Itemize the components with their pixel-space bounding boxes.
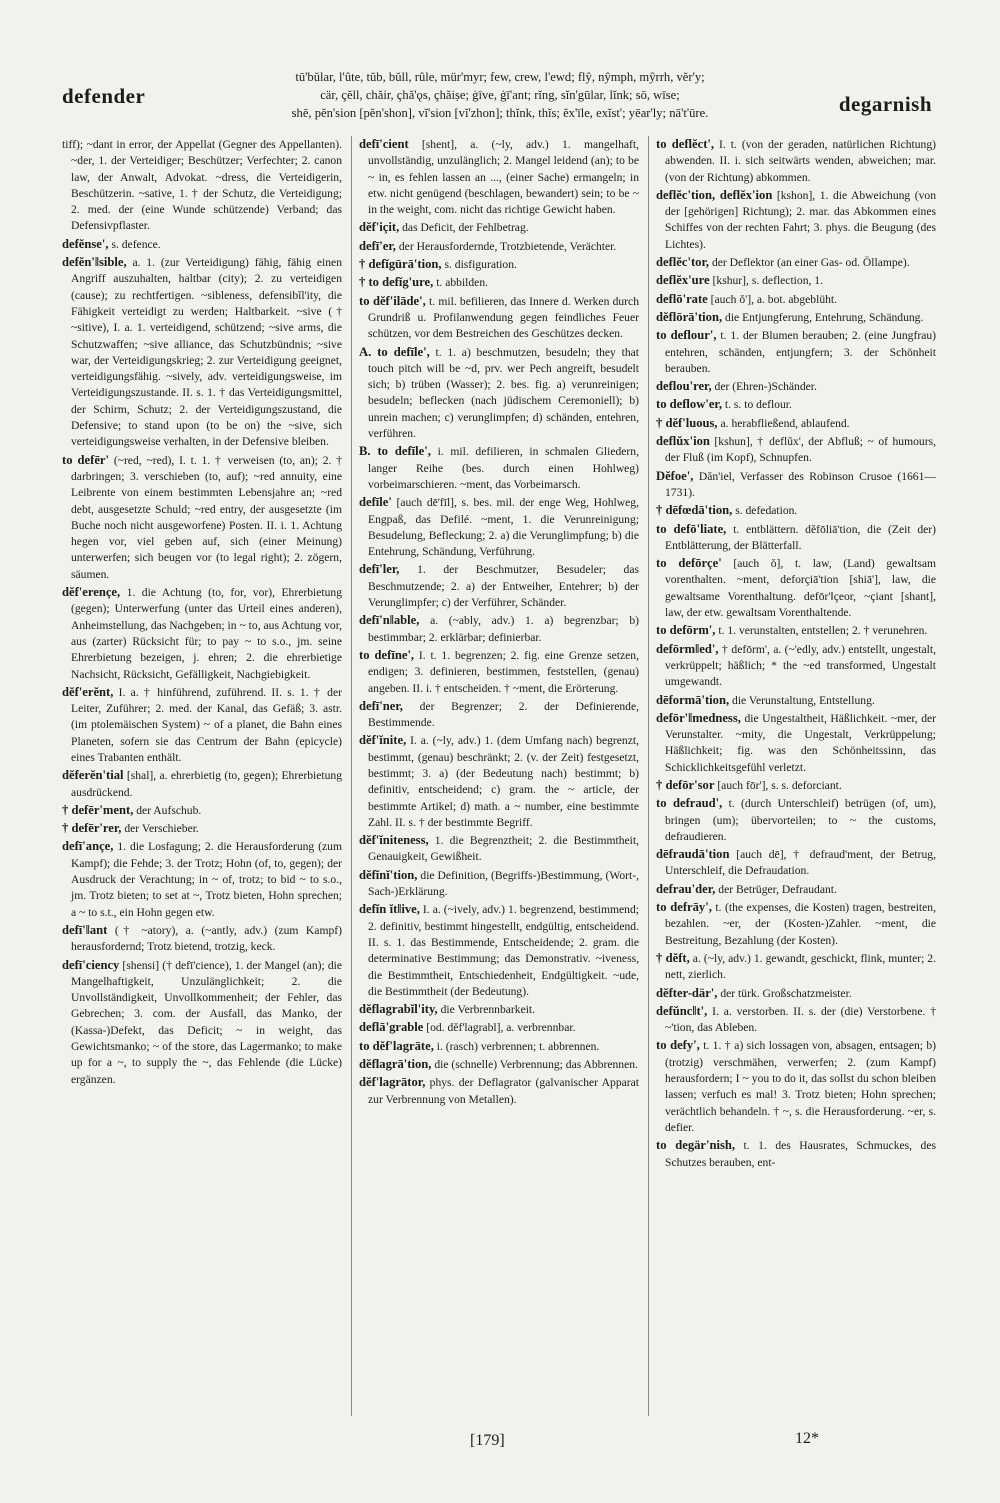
dictionary-entry [656,309,936,326]
entry-definition: [kshur], s. deflection, 1. [712,274,823,288]
entry-headword: † defēr'ment, [62,802,134,817]
entry-definition: i. mil. defilieren, in schmalen Gliedern, langer Reihe (bes. durch einen Hohlweg) vorbeimarschieren. ~ment, das Vorbeimarsch. [368,445,639,491]
entry-headword: † dĕf'luous, [656,415,718,430]
pronunciation-key-line: cär, çĕll, chăir, çhă'ǫs, çhăiṣe; ġīve, ġī'ant; rĭng, sĭn'gūlar, lĭnk; sō, wīse; [320,88,680,102]
entry-headword: B. to defīle', [359,444,431,459]
entry-headword: dēfraudā'tion [656,847,730,862]
dictionary-entry [656,555,936,621]
entry-definition: die Definition, (Begriffs-)Bestimmung, (Wort-, Sach-)Erklärung. [368,868,639,899]
entry-definition: [kshun], † deflŭx', der Abfluß; ~ of humours, der Fluß (im Kopf), Schnupfen. [665,435,936,465]
entry-definition: der Aufschub. [136,803,202,817]
entry-definition: tiff); ~dant in error, der Appellat (Gegner des Appellanten). ~der, 1. der Verteidiger; Beschützer; Verfechter; 2. canon law, der Anwalt, Advokat. ~dress, die Verteidigerin, Beschützerin. ~sative, 1. † der Schutz, die Verteidigung; 2. med. der (eine Wunde schützende) Verband; das Defensivpflaster. [62,138,342,233]
entry-definition: die (schnelle) Verbrennung; das Abbrennen. [434,1058,638,1072]
entry-headword: dĕf'lagrātor, [359,1075,426,1090]
pronunciation-key [205,68,795,122]
dictionary-entry [359,867,639,901]
entry-definition: † defōrm', a. (~'edly, adv.) entstellt, ungestalt, verkrüppelt; häßlich; * the ~ed transformed, Ungestalt umgewandt. [665,642,936,689]
entry-definition: das Deficit, der Fehlbetrag. [402,221,529,235]
dictionary-entry [359,647,639,697]
entry-headword: to dĕf'lagrāte, [359,1038,434,1053]
entry-headword: dĕf'erĕnt, [62,684,114,699]
dictionary-entry [359,561,639,611]
entry-headword: defŭnc‖t', [656,1003,708,1018]
dictionary-entry [359,443,639,493]
dictionary-entry [62,957,342,1088]
entry-headword: dĕf'erençe, [62,585,121,600]
entry-headword: deflō'rate [656,291,708,306]
entry-definition: a. 1. (zur Verteidigung) fähig, fähig einen Angriff auszuhalten, haltbar (city); 2. zu verteidigen (cause); zu rechtfertigen. ~sibleness, defensibĭl'ity, die Fähigkeit verteidigt zu werden; Haltbarkeit. ~sive († ~sitive), I. a. 1. verteidigend, schützend; ~sive arms, die Schutzwaffen; ~sive alliance, das Schutzbündnis; ~sive war, der Verteidigungskrieg; 2. zur Verteidigung geeignet, verteidigungsfähig. ~sively, adv. verteidigungsweise, im Verteidigungszustande. II. s. 1. † das Verteidigungsmittel, der Schirm, Schutz; 2. der Verteidigungszustand, die Defensive; to stand upon (to be on) the ~sive, sich verteidigungsweise verhalten, in der Defensive bleiben. [71,256,342,449]
dictionary-entry [62,820,342,837]
entry-headword: deflou'rer, [656,379,712,394]
entry-definition: der Verschieber. [124,822,199,836]
dictionary-entry [656,291,936,308]
pronunciation-key-line: tū'bŭlar, l'ûte, tŭb, bŭll, rûle, mür'myr; few, crew, l'ewd; flŷ, nŷmph, mŷrrh, vĕr'y; [295,70,705,84]
entry-definition: [auch ŏ], t. law, (Land) gewaltsam vorenthalten. ~ment, deforçiā'tion [shiā'], law, die gewaltsame Vorenthaltung. defōr'‖çeor, ~çiant [shant], law, der etw. gewaltsam Vorenthaltende. [665,557,936,620]
dictionary-entry [359,612,639,646]
entry-columns [62,136,938,1426]
dictionary-entry [656,136,936,186]
entry-definition: [od. dĕf'lagrabl], a. verbrennbar. [426,1021,576,1035]
entry-definition: († ~atory), a. (~antly, adv.) (zum Kampf) herausfordernd; Trotz bietend, trotzig, keck. [71,923,342,954]
entry-headword: defōr'‖medness, [656,710,741,725]
dictionary-entry [656,899,936,949]
entry-definition: t. entblättern. dĕfōliā'tion, die (Zeit der) Entblätterung, der Blätterfall. [665,522,936,552]
entry-definition: t. 1. † a) sich lossagen von, absagen, entsagen; b) (trotzig) verschmähen, verwerfen; 2. (zum Kampf) herausfordern; I ~ you to do it, das sollst du schon bleiben lassen; verfuch es mal! 3. Trotz bieten; Hohn sprechen; verächtlich behandeln. † ~, s. die Herausforderung. ~er, s. defier. [665,1039,936,1134]
entry-definition: I. a. (~ively, adv.) 1. begrenzend, bestimmend; 2. definitiv, bestimmt hingestellt, endgültig, entscheidend. II. s. 1. das Bestimmende, Entscheidende; 2. gram. die determinative Bestimmung; das Demonstrativ. ~iveness, die Bestimmtheit, Entschiedenheit, Endgültigkeit. ~ude, die Bestimmtheit (der Bedeutung). [368,903,639,998]
entry-definition: I. t. 1. begrenzen; 2. fig. eine Grenze setzen, endigen; 3. definieren, bestimmen, feststellen, (genau) angeben. II. i. † entscheiden. † ~ment, die Erörterung. [368,648,639,695]
entry-headword: defī'n‖able, [359,613,420,628]
dictionary-entry [359,1038,639,1055]
dictionary-entry [359,219,639,236]
dictionary-entry [656,327,936,377]
entry-headword: † defōr'sor [656,777,715,792]
entry-definition: t. 1. a) beschmutzen, besudeln; they that touch pitch will be ~d, prv. wer Pech angreift, besudelt sich; b) trüben (Wasser); 2. bes. fig. a) verunreinigen; besudeln; beflecken (nach jüdischem Ceremoniell); b) unrein machen; c) verunglimpfen; d) schänden, entehren, verführen. [368,345,639,441]
entry-definition: die Ungestaltheit, Häßlichkeit. ~mer, der Verunstalter. ~mity, die Ungestalt, Verkrüppelung; Häßlichkeit; fig. was den Schönheitssinn, das Schicklichkeitsgefühl verletzt. [665,711,936,774]
entry-headword: to defrāy', [656,900,712,915]
entry-headword: deflā'grable [359,1020,424,1035]
entry-definition: [auch dē'fīl], s. bes. mil. der enge Weg, Hohlweg, Engpaß, das Defilé. ~ment, 1. die Verunreinigung; Besudelung, Befleckung; 2. a) die Verunglimpfung; b) die Entehrung, Schändung, Verführung. [368,496,639,559]
entry-headword: defrau'der, [656,881,716,896]
entry-headword: defĕn'‖sible, [62,255,127,270]
entry-headword: dĕfter-där', [656,985,718,1000]
entry-headword: Dĕfoe', [656,468,694,483]
entry-definition: die Entjungferung, Entehrung, Schändung. [725,310,924,324]
dictionary-entry [62,452,342,583]
entry-definition: a. (~ably, adv.) 1. a) begrenzbar; b) bestimmbar; 2. erklärbar; definierbar. [368,614,639,644]
entry-definition: 1. der Beschmutzer, Besudeler; das Beschmutzende; 2. a) der Entweiher, Entehrer; b) der Verunglimpfer; c) der Verführer, Schänder. [368,563,639,610]
entry-headword: dĕf'ĭniteness, [359,833,429,848]
column-1 [62,136,342,1426]
entry-definition: die Verunstaltung, Entstellung. [732,693,875,707]
entry-headword: A. to defīle', [359,344,430,359]
dictionary-entry [359,1056,639,1073]
dictionary-entry [656,272,936,289]
dictionary-entry [359,293,639,343]
entry-definition: [auch ŏ'], a. bot. abgeblüht. [710,292,838,306]
entry-definition: i. (rasch) verbrennen; t. abbrennen. [436,1039,600,1053]
entry-definition: t. s. to deflour. [724,398,792,412]
dictionary-entry [359,1019,639,1036]
entry-headword: to defōrm', [656,623,716,638]
dictionary-entry [359,1001,639,1018]
entry-headword: † dĕft, [656,950,690,965]
entry-definition: (~red, ~red), I. t. 1. † verweisen (to, an); 2. † darbringen; 3. verschieben (to, auf); ~red annuity, eine Leibrente von einem bestimmten Lebensjahre an; ~red debt, ausgesetzte Schuld; ~red entry, der ausgesetzte (im Buche noch nicht ausgeworfene) Posten. II. i. 1. Achtung hegen vor, viel geben auf, sich (einer Meinung) unterwerfen; sich beugen vor (to legal right); 2. zögern, säumen. [71,453,342,581]
dictionary-entry [359,256,639,273]
dictionary-entry [656,396,936,413]
entry-headword: to deflĕct', [656,137,715,151]
entry-headword: to degär'nish, [656,1138,736,1153]
entry-definition: 1. die Achtung (to, for, vor), Ehrerbietung (gegen); Unterwerfung (unter das Urteil eines anderen), Anheimstellung, das Nachgeben; in ~ to, aus Achtung vor, aus (zarter) Rücksicht für; to pay ~ to s.o., jm. seine Ehrerbietung bezeigen, j. ehren; 2. die ehrerbietige Nachsicht, Rücksicht, Gefälligkeit, Nachgiebigkeit. [71,586,342,681]
entry-definition: t. (the expenses, die Kosten) tragen, bestreiten, bezahlen. ~er, der (Kosten-)Zahler. ~ment, die Bestreitung, Bezahlung (der Kosten). [665,901,936,947]
dictionary-entry [656,777,936,794]
entry-headword: defĭn ĭt‖ive, [359,902,420,917]
column-2 [359,136,639,1426]
entry-definition: 1. die Begrenztheit; 2. die Bestimmtheit, Genauigkeit, Gewißheit. [368,834,639,864]
entry-headword: to defraud', [656,796,723,811]
entry-definition: t. 1. verunstalten, entstellen; 2. † verunehren. [718,624,928,638]
entry-headword: defōrm‖ed', [656,641,719,656]
dictionary-entry [359,1074,639,1108]
dictionary-entry [359,732,639,831]
entry-headword: † dēfœdā'tion, [656,503,733,518]
dictionary-entry [359,238,639,255]
entry-headword: dĕferĕn'tial [62,768,124,783]
entry-definition: a. herabfließend, ablaufend. [720,416,850,430]
dictionary-entry [656,433,936,467]
entry-definition: der türk. Großschatzmeister. [720,986,852,1000]
dictionary-entry [359,344,639,443]
dictionary-entry [62,802,342,819]
entry-headword: to dĕf'ilāde', [359,293,426,308]
dictionary-entry [62,136,342,235]
entry-headword: dēformā'tion, [656,692,730,707]
entry-headword: † defēr'rer, [62,821,122,836]
dictionary-entry [656,415,936,432]
dictionary-entry [656,710,936,776]
entry-headword: to deflow'er, [656,397,722,412]
entry-headword: to defēr' [62,452,110,467]
page-number: [179] [470,1432,505,1449]
entry-headword: to defō'liate, [656,521,727,536]
pronunciation-key-line: shē, pĕn'sion [pĕn'shon], vĭ'sion [vĭ'zhon]; thĭnk, thĭs; ĕx'īle, exĭst'; yēar'ly; nā't'ūre. [291,106,709,120]
entry-headword: to defīne', [359,647,415,662]
dictionary-entry [359,136,639,218]
signature-mark: 12* [795,1430,819,1447]
entry-headword: dĕf'ĭnite, [359,733,407,748]
entry-headword: defī'‖ant [62,922,108,937]
entry-definition: der (Ehren-)Schänder. [714,380,817,394]
column-3 [656,136,936,1426]
dictionary-entry [62,236,342,253]
entry-headword: dĕflagrabĭl'ity, [359,1002,438,1017]
dictionary-entry [359,274,639,291]
entry-definition: t. 1. des Hausrates, Schmuckes, des Schutzes berauben, ent- [665,1139,936,1169]
entry-headword: defī'cient [359,137,409,151]
entry-headword: dĕfĭnĭ'tion, [359,867,418,882]
entry-headword: defī'ançe, [62,839,114,854]
dictionary-entry [656,950,936,984]
dictionary-entry [359,494,639,560]
dictionary-entry [656,1037,936,1136]
entry-headword: to deflour', [656,328,717,343]
entry-definition: der Betrüger, Defraudant. [718,882,837,896]
entry-headword: deflĕc'tion, deflĕx'ion [656,187,773,202]
entry-definition: t. (durch Unterschleif) betrügen (of, um), bringen (um); übervorteilen; to ~ the customs, defraudieren. [665,797,936,843]
entry-definition: der Deflektor (an einer Gas- od. Öllampe). [711,256,910,270]
entry-headword: deflŭx'ion [656,434,710,449]
dictionary-entry [62,254,342,451]
dictionary-entry [62,684,342,766]
entry-definition: I. a. † hinführend, zuführend. II. s. 1. † der Leiter, Zuführer; 2. med. der Kanal, das Gefäß; 3. astr. (im ptolemäischen System) ~ of a planet, die Bahn eines Planeten, sofern sie das Centrum der Bahn (epicycle) eines Trabanten enthält. [71,685,342,764]
entry-definition: s. disfiguration. [444,258,517,272]
dictionary-entry [656,502,936,519]
dictionary-entry [656,985,936,1002]
entry-definition: I. a. verstorben. II. s. der (die) Verstorbene. † ~'tion, das Ableben. [665,1004,936,1035]
entry-definition: [shensi] († defī'cience), 1. der Mangel (an); die Mangelhaftigkeit, Unzulänglichkeit; 2. die Unvollständigkeit, Unvollkommenheit; der Fehler, das Gebrechen; 3. com. der Ausfall, das Manko, der (Kassa-)Defekt, das Deficit; ~ in weight, das Gewichtsmanko; ~ of the store, das Lagermanko; to make up for a ~, to supply the ~, das Fehlende (die Lücke) ergänzen. [71,958,342,1086]
entry-definition: [kshon], 1. die Abweichung (von der [gehörigen] Richtung); 2. mar. das Abkommen eines Schiffes von der rechten Fahrt; 3. phys. die Beugung (des Lichtes). [665,188,936,251]
entry-headword: deflĕc'tor, [656,255,710,270]
entry-headword: † defĭgūrā'tion, [359,257,442,272]
dictionary-entry [62,767,342,801]
entry-headword: dĕflagrā'tion, [359,1057,432,1072]
dictionary-entry [62,838,342,920]
entry-definition: [auch fōr'], s. s. deforciant. [717,778,842,792]
entry-headword: defī'ner, [359,698,403,713]
entry-definition: t. abbilden. [436,276,489,290]
right-running-headword: degarnish [838,92,932,116]
entry-definition: der Herausfordernde, Trotzbietende, Verächter. [398,239,617,253]
entry-definition: t. 1. der Blumen berauben; 2. (eine Jungfrau) entehren, schänden, entjungfern; 3. der Schönheit berauben. [665,329,936,375]
entry-headword: dĕf'içit, [359,220,400,235]
dictionary-entry [62,584,342,683]
dictionary-entry [656,187,936,253]
dictionary-entry [656,1003,936,1037]
dictionary-entry [656,795,936,845]
page-header [0,0,1000,132]
entry-definition: I. a. (~ly, adv.) 1. (dem Umfang nach) begrenzt, bestimmt, (genau) beschränkt; 2. (v. der Zeit) festgesetzt, bestimmt; 3. a) (der Bedeutung nach) bestimmt; b) definitiv, entscheidend; c) gram. the ~ article, der bestimmte Artikel; d) math. a ~ number, eine bestimmte Zahl. II. s. † der bestimmte Begriff. [368,734,639,829]
entry-headword: defī'er, [359,238,396,253]
entry-definition: s. defedation. [735,504,798,518]
entry-headword: defĕnse', [62,236,109,251]
dictionary-entry [656,254,936,271]
dictionary-entry [656,378,936,395]
entry-definition: die Verbrennbarkeit. [440,1003,536,1017]
dictionary-entry [656,521,936,555]
dictionary-entry [656,846,936,880]
dictionary-entry [359,832,639,866]
left-running-headword: defender [62,84,146,108]
dictionary-entry [656,1137,936,1171]
entry-headword: † to defĭg'ure, [359,275,434,290]
entry-headword: dĕflōrā'tion, [656,309,723,324]
dictionary-entry [656,881,936,898]
entry-headword: defī'ler, [359,562,400,577]
dictionary-entry [656,692,936,709]
entry-definition: 1. die Losfagung; 2. die Herausforderung (zum Kampf); die Fehde; 3. der Trotz; Hohn (of, to, gegen); der Ausdruck der Verachtung; in ~ of, trotz; to bid ~ to s.o., jm. Trotz bieten; to set at ~, Trotz bieten, Hohn sprechen; a ~ to s.t., ein Hohn gegen etw. [71,840,342,919]
entry-definition: [shal], a. ehrerbietig (to, gegen); Ehrerbietung ausdrückend. [71,769,342,799]
dictionary-entry [359,901,639,1000]
dictionary-entry [656,468,936,502]
entry-definition: I. t. (von der geraden, natürlichen Richtung) abwenden. II. i. sich seitwärts wenden, abweichen; mar. (von der Richtung) abkommen. [665,138,936,184]
entry-definition: der Begrenzer; 2. der Definierende, Bestimmende. [368,699,639,730]
dictionary-entry [359,698,639,732]
entry-definition: [auch dē], † defraud'ment, der Betrug, Unterschleif, die Defraudation. [665,848,936,878]
dictionary-entry [62,922,342,956]
entry-headword: deflĕx'ure [656,273,710,288]
entry-headword: to defōrçe' [656,556,722,571]
entry-headword: defīle' [359,495,392,510]
entry-definition: a. (~ly, adv.) 1. gewandt, geschickt, flink, munter; 2. nett, zierlich. [665,951,936,982]
entry-headword: defī'ciency [62,957,120,972]
entry-definition: t. mil. befilieren, das Innere d. Werken durch Grundriß u. Profilanwendung gegen feindliches Feuer schützen, vor dem Bestreichen des Geschützes decken. [368,294,639,341]
dictionary-entry [656,641,936,691]
entry-headword: to defy', [656,1038,700,1053]
dictionary-entry [656,622,936,639]
entry-definition: phys. der Deflagrator (galvanischer Apparat zur Verbrennung von Metallen). [368,1076,639,1106]
entry-definition: Dăn'iel, Verfasser des Robinson Crusoe (1661—1731). [665,469,936,499]
entry-definition: [shent], a. (~ly, adv.) 1. mangelhaft, unvollständig, unzulänglich; 2. Mangel leidend (an); to be ~ in, es fehlen lassen an ..., (einer Sache) ermangeln; in etw. nicht genügend (beschlagen, bewandert) sein; to be ~ in the weight, com. nicht das richtige Gewicht haben. [368,138,639,217]
entry-definition: s. defence. [111,237,161,251]
